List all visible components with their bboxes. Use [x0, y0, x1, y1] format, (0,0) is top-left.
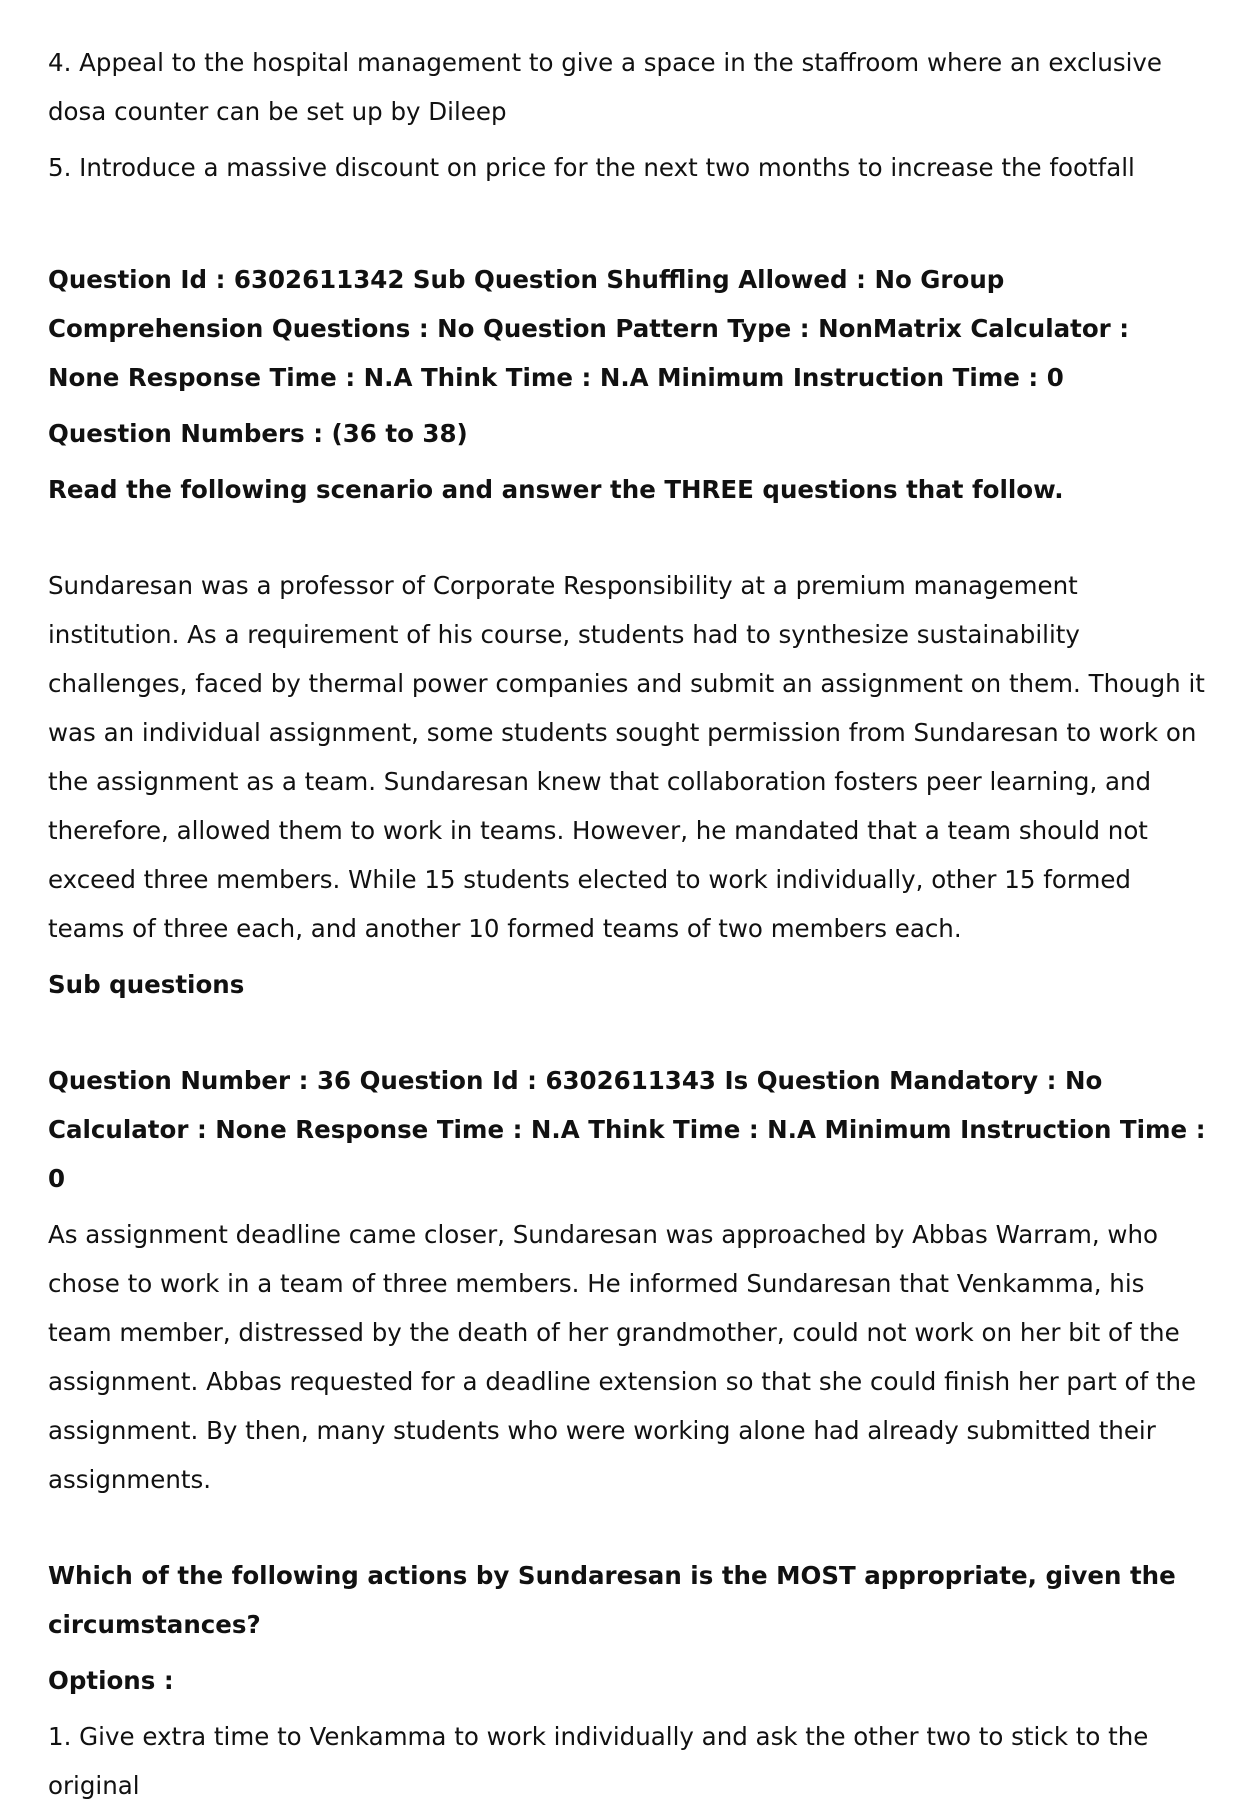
question-36-context: As assignment deadline came closer, Sundaresan was approached by Abbas Warram, who chose to work in a team of three members. He informed Sundaresan that Venkamma, his team member, distressed by the death of her grandmother, could not work on her bit of the assignment. Abbas requested for a deadline extension so that she could finish her part of the assignment. By then, many students who were working alone had already submitted their assignments.	[48, 1220, 1197, 1494]
option-1: 1. Give extra time to Venkamma to work individually and ask the other two to stick to the original	[48, 1722, 1149, 1800]
options-label: Options :	[48, 1666, 174, 1695]
group-question-meta: Question Id : 6302611342 Sub Question Shuffling Allowed : No Group Comprehension Questions : No Question Pattern Type : NonMatrix Calculator : None Response Time : N.A Think Time : N.A Minimum Instruction Time : 0	[48, 265, 1130, 392]
scenario-paragraph: Sundaresan was a professor of Corporate Responsibility at a premium management institution. As a requirement of his course, students had to synthesize sustainability challenges, faced by thermal power companies and submit an assignment on them. Though it was an individual assignment, some students sought permission from Sundaresan to work on the assignment as a team. Sundaresan knew that collaboration fosters peer learning, and therefore, allowed them to work in teams. However, he mandated that a team should not exceed three members. While 15 students elected to work individually, other 15 formed teams of three each, and another 10 formed teams of two members each.	[48, 571, 1205, 943]
previous-option-4: 4. Appeal to the hospital management to give a space in the staffroom where an exclusive dosa counter can be set up by Dileep	[48, 48, 1162, 126]
sub-questions-heading: Sub questions	[48, 970, 245, 999]
question-36-prompt: Which of the following actions by Sundaresan is the MOST appropriate, given the circumstances?	[48, 1561, 1176, 1639]
question-numbers: Question Numbers : (36 to 38)	[48, 419, 468, 448]
group-instruction: Read the following scenario and answer the THREE questions that follow.	[48, 475, 1064, 504]
question-36-meta: Question Number : 36 Question Id : 6302611343 Is Question Mandatory : No Calculator : None Response Time : N.A Think Time : N.A Minimum Instruction Time : 0	[48, 1066, 1206, 1193]
document-page	[48, 38, 1208, 1810]
previous-option-5: 5. Introduce a massive discount on price for the next two months to increase the footfall	[48, 153, 1135, 182]
